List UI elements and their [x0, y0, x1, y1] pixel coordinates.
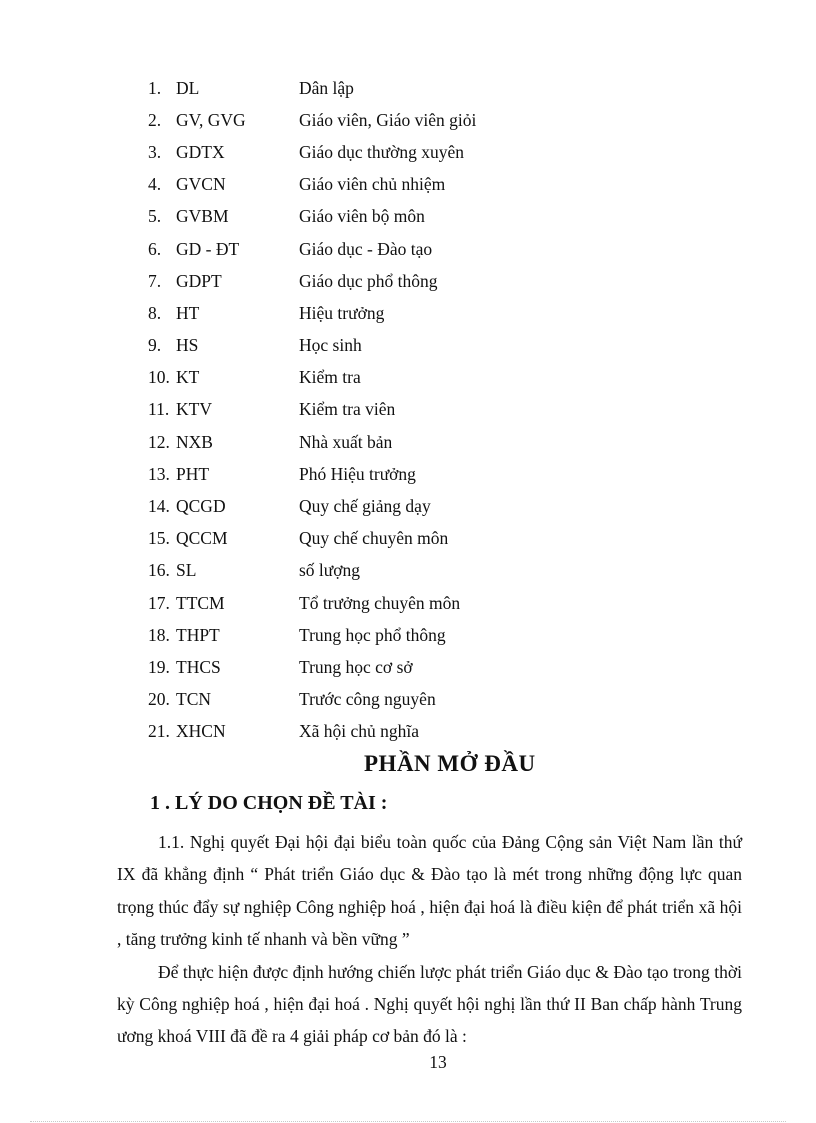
abbreviation-code: THCS — [176, 656, 221, 677]
abbreviation-row — [148, 458, 708, 490]
abbreviation-meaning: Trước công nguyên — [299, 689, 436, 710]
paragraph: Để thực hiện được định hướng chiến lược phát triển Giáo dục & Đào tạo trong thời kỳ Công nghiệp hoá , hiện đại hoá . Nghị quyết hội nghị lần thứ II Ban chấp hành Trung ương khoá VIII đã đề ra 4 giải pháp cơ bản đó là : — [117, 961, 742, 1047]
abbreviation-row — [148, 330, 708, 362]
abbreviation-row — [148, 72, 708, 104]
abbreviation-row — [148, 523, 708, 555]
abbreviation-number: 6. — [148, 238, 162, 259]
abbreviation-meaning: Giáo viên chủ nhiệm — [299, 174, 446, 195]
abbreviation-meaning: Trung học cơ sở — [299, 656, 413, 677]
abbreviation-meaning: Trung học phổ thông — [299, 624, 446, 645]
abbreviation-row — [148, 297, 708, 329]
abbreviation-number: 12. — [148, 431, 170, 452]
abbreviation-meaning: Giáo dục - Đào tạo — [299, 238, 433, 259]
abbreviation-meaning: Hiệu trưởng — [299, 302, 385, 323]
abbreviation-number: 13. — [148, 463, 170, 484]
abbreviation-meaning: Giáo dục phổ thông — [299, 270, 438, 291]
abbreviation-code: GDTX — [176, 141, 225, 162]
abbreviation-number: 20. — [148, 689, 170, 710]
abbreviation-meaning: Kiểm tra viên — [299, 399, 396, 420]
abbreviation-meaning: Tổ trưởng chuyên môn — [299, 592, 461, 613]
abbreviation-row — [148, 136, 708, 168]
abbreviation-code: PHT — [176, 463, 210, 484]
abbreviation-code: QCCM — [176, 528, 228, 549]
abbreviation-meaning: Phó Hiệu trưởng — [299, 463, 416, 484]
abbreviation-number: 5. — [148, 206, 162, 227]
abbreviation-number: 9. — [148, 335, 162, 356]
abbreviation-code: GDPT — [176, 270, 222, 291]
abbreviation-row — [148, 684, 708, 716]
page-number: 13 — [429, 1052, 447, 1072]
abbreviation-number: 7. — [148, 270, 162, 291]
abbreviation-number: 14. — [148, 496, 170, 517]
section-heading: 1 . LÝ DO CHỌN ĐỀ TÀI : — [150, 792, 388, 814]
abbreviation-number: 1. — [148, 77, 162, 98]
abbreviation-code: NXB — [176, 431, 213, 452]
abbreviation-row — [148, 587, 708, 619]
abbreviation-meaning: Giáo viên bộ môn — [299, 206, 425, 227]
abbreviation-meaning: Giáo dục thường xuyên — [299, 141, 465, 162]
abbreviation-number: 8. — [148, 302, 162, 323]
body-text — [117, 826, 742, 1053]
abbreviation-meaning: Quy chế giảng dạy — [299, 496, 431, 517]
abbreviation-code: QCGD — [176, 496, 226, 517]
abbreviation-number: 18. — [148, 624, 170, 645]
part-title: PHẦN MỞ ĐẦU — [364, 751, 536, 776]
abbreviation-row — [148, 716, 708, 748]
abbreviation-row — [148, 201, 708, 233]
abbreviation-row — [148, 362, 708, 394]
abbreviation-code: SL — [176, 560, 197, 581]
abbreviation-code: KT — [176, 367, 200, 388]
abbreviation-meaning: số lượng — [299, 560, 361, 581]
abbreviation-row — [148, 619, 708, 651]
paragraph: 1.1. Nghị quyết Đại hội đại biểu toàn quốc của Đảng Cộng sản Việt Nam lần thứ IX đã khẳng định “ Phát triển Giáo dục & Đào tạo là mét trong những động lực quan trọng thúc đẩy sự nghiệp Công nghiệp hoá , hiện đại hoá là điều kiện để phát triển xã hội , tăng trưởng kinh tế nhanh và bền vững ” — [117, 832, 742, 950]
abbreviation-code: GVBM — [176, 206, 229, 227]
abbreviation-code: GVCN — [176, 174, 226, 195]
abbreviation-number: 4. — [148, 174, 162, 195]
abbreviation-code: DL — [176, 77, 200, 98]
abbreviation-row — [148, 265, 708, 297]
abbreviation-code: GD - ĐT — [176, 238, 240, 259]
abbreviation-number: 2. — [148, 109, 162, 130]
abbreviation-meaning: Quy chế chuyên môn — [299, 528, 449, 549]
page-bottom-divider — [30, 1121, 786, 1122]
abbreviation-row — [148, 169, 708, 201]
abbreviation-number: 3. — [148, 141, 162, 162]
abbreviation-code: THPT — [176, 624, 220, 645]
abbreviation-meaning: Xã hội chủ nghĩa — [299, 721, 420, 742]
abbreviation-number: 15. — [148, 528, 170, 549]
abbreviation-meaning: Học sinh — [299, 335, 362, 356]
abbreviation-meaning: Kiểm tra — [299, 367, 361, 388]
abbreviation-row — [148, 104, 708, 136]
abbreviation-code: XHCN — [176, 721, 226, 742]
abbreviation-row — [148, 490, 708, 522]
abbreviation-meaning: Nhà xuất bản — [299, 431, 393, 452]
abbreviation-row — [148, 555, 708, 587]
abbreviation-row — [148, 233, 708, 265]
abbreviation-number: 19. — [148, 656, 170, 677]
abbreviation-row — [148, 651, 708, 683]
abbreviation-row — [148, 426, 708, 458]
abbreviation-meaning: Giáo viên, Giáo viên giỏi — [299, 109, 477, 130]
abbreviation-meaning: Dân lập — [299, 77, 354, 98]
abbreviation-number: 10. — [148, 367, 170, 388]
abbreviation-list — [148, 72, 708, 748]
abbreviation-code: TTCM — [176, 592, 225, 613]
abbreviation-number: 17. — [148, 592, 170, 613]
abbreviation-code: HT — [176, 302, 200, 323]
abbreviation-code: GV, GVG — [176, 109, 246, 130]
abbreviation-number: 11. — [148, 399, 170, 420]
abbreviation-code: KTV — [176, 399, 212, 420]
abbreviation-number: 21. — [148, 721, 170, 742]
abbreviation-code: TCN — [176, 689, 211, 710]
abbreviation-row — [148, 394, 708, 426]
abbreviation-number: 16. — [148, 560, 170, 581]
abbreviation-code: HS — [176, 335, 199, 356]
